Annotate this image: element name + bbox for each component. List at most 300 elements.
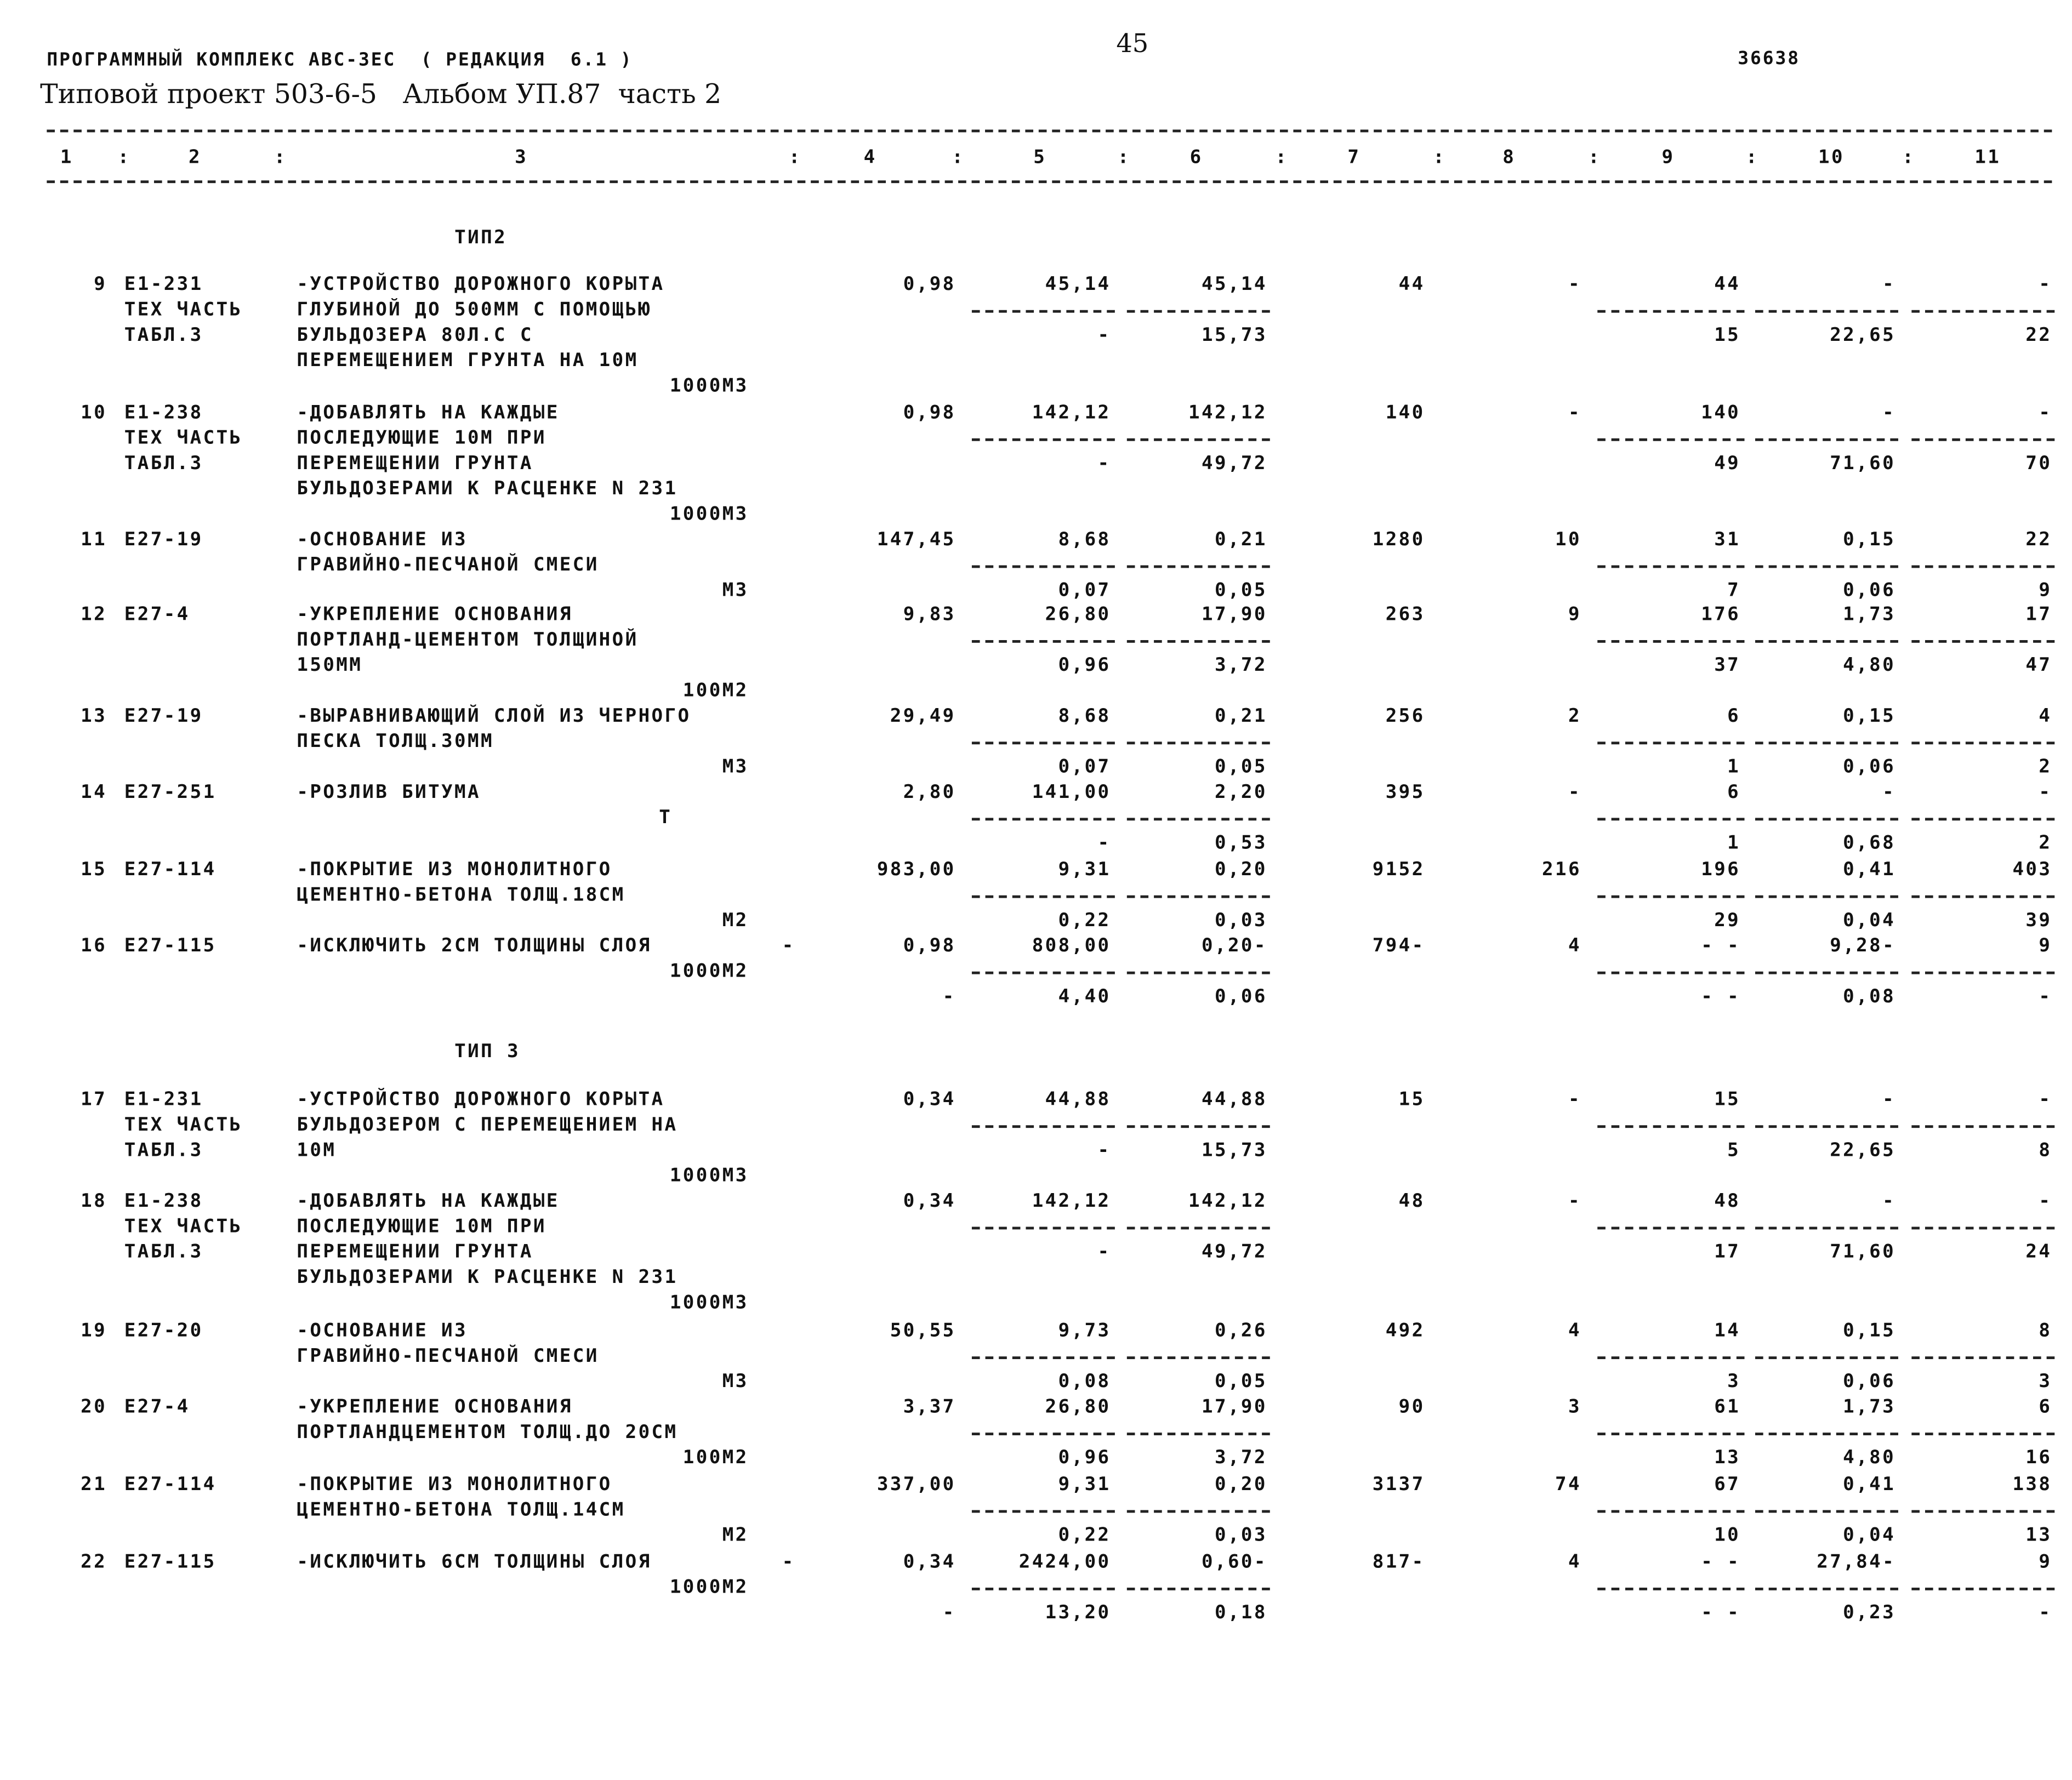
dash-separator [972,895,1115,898]
cell-c5: 142,12 [1032,402,1111,424]
cell-c6: 0,20 [1214,1474,1267,1496]
cell-c11-second: - [2039,1602,2052,1624]
dash-separator [1755,1356,1898,1359]
cell-c8: - [1568,781,1581,803]
project-title: Типовой проект 503-6-5 Альбом УП.87 часть 2 [40,77,722,110]
cell-c6: 0,21 [1214,705,1267,727]
cell-c11: 6 [2039,1396,2052,1418]
dash-separator [1755,895,1898,898]
cell-c9-second: 1 [1727,756,1741,778]
dash-separator [1911,895,2054,898]
cell-c10-second: 0,04 [1843,910,1896,932]
dash-separator [1597,1356,1744,1359]
cell-c10-second: 0,23 [1843,1602,1896,1624]
dash-separator [1911,741,2054,744]
cell-c7: 3137 [1372,1474,1425,1496]
cell-c10: 0,41 [1843,859,1896,881]
dash-separator [972,818,1115,820]
cell-c10-second: 4,80 [1843,1447,1896,1469]
cell-c5: 26,80 [1045,1396,1111,1418]
cell-c4: 3,37 [903,1396,956,1418]
column-separator: : [1117,147,1131,169]
row-number: 10 [81,402,107,424]
column-number: 9 [1661,147,1675,169]
cell-c10-second: 71,60 [1830,453,1896,475]
work-description: ПЕРЕМЕЩЕНИЕМ ГРУНТА НА 10М [297,350,639,372]
dash-separator [972,1125,1115,1128]
cell-c6: 0,60- [1202,1551,1267,1573]
cell-c11: 17 [2025,604,2052,626]
norm-code: Е1-231 [124,1089,203,1111]
cell-c5-second: 4,40 [1058,986,1111,1008]
cell-c8: 74 [1555,1474,1581,1496]
column-number: 7 [1347,147,1361,169]
norm-code: ТЕХ ЧАСТЬ [124,427,243,449]
unit-label: М3 [722,1371,749,1393]
cell-c5-second: - [1097,832,1111,854]
work-description: ПОРТЛАНДЦЕМЕНТОМ ТОЛЩ.ДО 20СМ [297,1422,678,1444]
dash-separator [1597,1588,1744,1590]
cell-c8: - [1568,1190,1581,1212]
dash-separator [972,565,1115,568]
norm-code: ТАБЛ.3 [124,1241,203,1263]
cell-c5-second: - [1097,453,1111,475]
work-description: -РОЗЛИВ БИТУМА [297,781,481,803]
cell-c9: 14 [1714,1320,1741,1342]
dash-separator [1755,640,1898,643]
cell-c10-second: 22,65 [1830,1140,1896,1162]
cell-c9: 48 [1714,1190,1741,1212]
work-description: ПОСЛЕДУЮЩИЕ 10М ПРИ [297,1216,547,1238]
cell-c6-second: 0,03 [1214,1525,1267,1547]
dash-separator [1597,310,1744,313]
cell-c8: 4 [1568,935,1581,957]
cell-c10: 1,73 [1843,604,1896,626]
cell-c6: 0,20- [1202,935,1267,957]
cell-c4: 147,45 [876,529,956,551]
cell-c7: 140 [1385,402,1425,424]
cell-c8: 10 [1555,529,1581,551]
cell-c5: 9,73 [1058,1320,1111,1342]
cell-c4: 983,00 [876,859,956,881]
cell-c5-second: 0,08 [1058,1371,1111,1393]
cell-c7: 1280 [1372,529,1425,551]
cell-c8: - [1568,273,1581,295]
work-description: ГРАВИЙНО-ПЕСЧАНОЙ СМЕСИ [297,554,599,576]
cell-c9: 176 [1701,604,1741,626]
dash-separator [1597,640,1744,643]
column-separator: : [117,147,131,169]
cell-c9: 6 [1727,705,1741,727]
dash-separator [1755,310,1898,313]
cell-c9-second: 5 [1727,1140,1741,1162]
cell-c9-second: 3 [1727,1371,1741,1393]
cell-c7: 817- [1372,1551,1425,1573]
cell-c11-second: 24 [2025,1241,2052,1263]
cell-c9: 6 [1727,781,1741,803]
cell-c10: 0,41 [1843,1474,1896,1496]
dash-separator [1597,438,1744,441]
section-heading-type3: ТИП 3 [454,1041,521,1063]
cell-c11: - [2039,273,2052,295]
cell-c4: 2,80 [903,781,956,803]
column-separator: : [788,147,802,169]
negative-sign: - [782,935,795,957]
unit-label: М2 [722,1525,749,1547]
cell-c9: - - [1701,935,1741,957]
cell-c4: 0,34 [903,1551,956,1573]
cell-c7: 44 [1398,273,1425,295]
cell-c5: 2424,00 [1018,1551,1111,1573]
column-number: 6 [1189,147,1203,169]
row-number: 12 [81,604,107,626]
dash-separator [1127,818,1270,820]
dash-separator [1597,1125,1744,1128]
cell-c11: - [2039,1089,2052,1111]
row-number: 14 [81,781,107,803]
cell-c9-second: 49 [1714,453,1741,475]
dash-separator [1597,972,1744,974]
cell-c9-second: - - [1701,1602,1741,1624]
cell-c10-second: 22,65 [1830,324,1896,346]
norm-code: Е27-4 [124,1396,190,1418]
cell-c8: 4 [1568,1551,1581,1573]
document-code: 36638 [1738,48,1801,70]
cell-c11-second: - [2039,986,2052,1008]
dash-separator [1597,565,1744,568]
dash-separator [1755,1510,1898,1513]
dash-separator [1911,640,2054,643]
cell-c5-second: - [1097,1140,1111,1162]
work-description: ПЕРЕМЕЩЕНИИ ГРУНТА [297,453,533,475]
cell-c6: 0,21 [1214,529,1267,551]
cell-c9-second: 13 [1714,1447,1741,1469]
column-separator: : [1433,147,1447,169]
dash-separator [1597,895,1744,898]
cell-c11: 8 [2039,1320,2052,1342]
cell-c9: - - [1701,1551,1741,1573]
norm-code: ТАБЛ.3 [124,1140,203,1162]
cell-c11: 138 [2012,1474,2052,1496]
cell-c10: - [1882,1089,1896,1111]
dash-separator [1911,1227,2054,1230]
dash-separator [1911,1588,2054,1590]
cell-c6-second: 49,72 [1202,1241,1267,1263]
work-description: -ИСКЛЮЧИТЬ 2СМ ТОЛЩИНЫ СЛОЯ [297,935,652,957]
cell-c6-second: 0,05 [1214,580,1267,602]
program-header: ПРОГРАММНЫЙ КОМПЛЕКС АВС-3ЕС ( РЕДАКЦИЯ 6.1 ) [47,49,633,71]
row-number: 22 [81,1551,107,1573]
row-number: 11 [81,529,107,551]
negative-sign: - [782,1551,795,1573]
unit-label: 100М2 [682,680,749,702]
work-description: -ОСНОВАНИЕ ИЗ [297,1320,468,1342]
cell-c4: 0,34 [903,1089,956,1111]
unit-label: 1000М3 [669,1165,749,1187]
cell-c5-second: 0,96 [1058,654,1111,676]
row-number: 21 [81,1474,107,1496]
header-rule-top [47,130,2052,133]
cell-c10-second: 71,60 [1830,1241,1896,1263]
unit-label: М3 [722,580,749,602]
cell-c10: 27,84- [1817,1551,1896,1573]
cell-c10-second: 0,68 [1843,832,1896,854]
dash-separator [972,1510,1115,1513]
cell-c8: 4 [1568,1320,1581,1342]
dash-separator [1911,438,2054,441]
dash-separator [972,438,1115,441]
work-description: ГЛУБИНОЙ ДО 500ММ С ПОМОЩЬЮ [297,299,652,321]
unit-label: Т [659,807,673,829]
cell-c11-second: 16 [2025,1447,2052,1469]
norm-code: ТЕХ ЧАСТЬ [124,1114,243,1136]
work-description: -ДОБАВЛЯТЬ НА КАЖДЫЕ [297,402,560,424]
cell-c6: 142,12 [1188,1190,1267,1212]
header-rule-bottom [47,180,2052,183]
cell-c4: 0,98 [903,273,956,295]
work-description: ГРАВИЙНО-ПЕСЧАНОЙ СМЕСИ [297,1345,599,1367]
cell-c4: 0,98 [903,402,956,424]
column-number: 3 [515,147,528,169]
dash-separator [1911,565,2054,568]
cell-c9-second: - - [1701,986,1741,1008]
cell-c5-second: 13,20 [1045,1602,1111,1624]
unit-label: М2 [722,910,749,932]
norm-code: Е27-115 [124,935,217,957]
cell-c8: 2 [1568,705,1581,727]
dash-separator [1911,972,2054,974]
cell-c5: 44,88 [1045,1089,1111,1111]
unit-label: 1000М3 [669,375,749,397]
page-number: 45 [1116,29,1149,59]
dash-separator [972,1588,1115,1590]
unit-label: 1000М3 [669,1292,749,1314]
cell-c6-second: 15,73 [1202,1140,1267,1162]
cell-c10-second: 0,06 [1843,1371,1896,1393]
unit-label: 100М2 [682,1447,749,1469]
unit-label: 1000М2 [669,961,749,983]
work-description: -ПОКРЫТИЕ ИЗ МОНОЛИТНОГО [297,859,612,881]
dash-separator [1755,818,1898,820]
cell-c6: 17,90 [1202,604,1267,626]
dash-separator [1755,1227,1898,1230]
cell-c9-second: 10 [1714,1525,1741,1547]
norm-code: Е27-115 [124,1551,217,1573]
work-description: -ОСНОВАНИЕ ИЗ [297,529,468,551]
work-description: БУЛЬДОЗЕРАМИ К РАСЦЕНКЕ N 231 [297,1266,678,1288]
cell-c9-second: 7 [1727,580,1741,602]
dash-separator [1597,818,1744,820]
column-number: 10 [1818,147,1845,169]
cell-c7: 263 [1385,604,1425,626]
dash-separator [1127,1356,1270,1359]
cell-c4-second: - [942,1602,956,1624]
cell-c8: - [1568,402,1581,424]
dash-separator [972,1433,1115,1435]
cell-c11: - [2039,1190,2052,1212]
row-number: 13 [81,705,107,727]
cell-c7: 90 [1398,1396,1425,1418]
cell-c9: 31 [1714,529,1741,551]
cell-c4: 50,55 [890,1320,956,1342]
norm-code: Е27-114 [124,859,217,881]
cell-c9-second: 29 [1714,910,1741,932]
norm-code: ТАБЛ.3 [124,453,203,475]
cell-c6-second: 0,03 [1214,910,1267,932]
row-number: 20 [81,1396,107,1418]
cell-c4: 0,34 [903,1190,956,1212]
work-description: 150ММ [297,654,363,676]
cell-c10: 9,28- [1830,935,1896,957]
column-number: 5 [1033,147,1047,169]
norm-code: Е27-19 [124,529,203,551]
column-separator: : [1745,147,1759,169]
work-description: ПЕРЕМЕЩЕНИИ ГРУНТА [297,1241,533,1263]
work-description: -УСТРОЙСТВО ДОРОЖНОГО КОРЫТА [297,1089,665,1111]
cell-c11-second: 8 [2039,1140,2052,1162]
cell-c4: 0,98 [903,935,956,957]
dash-separator [1911,310,2054,313]
work-description: ПОСЛЕДУЮЩИЕ 10М ПРИ [297,427,547,449]
cell-c5: 8,68 [1058,529,1111,551]
cell-c8: - [1568,1089,1581,1111]
dash-separator [1597,741,1744,744]
column-number: 8 [1502,147,1516,169]
norm-code: Е27-20 [124,1320,203,1342]
cell-c11-second: 3 [2039,1371,2052,1393]
dash-separator [972,640,1115,643]
column-separator: : [274,147,287,169]
dash-separator [1127,972,1270,974]
row-number: 19 [81,1320,107,1342]
dash-separator [972,1227,1115,1230]
dash-separator [972,1356,1115,1359]
cell-c6: 45,14 [1202,273,1267,295]
norm-code: Е1-231 [124,273,203,295]
cell-c6-second: 15,73 [1202,324,1267,346]
cell-c7: 794- [1372,935,1425,957]
cell-c8: 3 [1568,1396,1581,1418]
dash-separator [1755,972,1898,974]
work-description: -УСТРОЙСТВО ДОРОЖНОГО КОРЫТА [297,273,665,295]
work-description: ПОРТЛАНД-ЦЕМЕНТОМ ТОЛЩИНОЙ [297,629,639,651]
cell-c11-second: 13 [2025,1525,2052,1547]
cell-c5: 141,00 [1032,781,1111,803]
column-separator: : [1902,147,1916,169]
cell-c11-second: 70 [2025,453,2052,475]
cell-c6-second: 49,72 [1202,453,1267,475]
column-number: 11 [1974,147,2001,169]
cell-c8: 9 [1568,604,1581,626]
row-number: 18 [81,1190,107,1212]
cell-c11: 9 [2039,1551,2052,1573]
cell-c5: 9,31 [1058,1474,1111,1496]
cell-c10: - [1882,781,1896,803]
cell-c4: 337,00 [876,1474,956,1496]
cell-c6-second: 3,72 [1214,654,1267,676]
dash-separator [1755,438,1898,441]
dash-separator [1127,565,1270,568]
cell-c9: 44 [1714,273,1741,295]
work-description: -УКРЕПЛЕНИЕ ОСНОВАНИЯ [297,1396,573,1418]
cell-c10: 0,15 [1843,1320,1896,1342]
row-number: 17 [81,1089,107,1111]
cell-c5: 9,31 [1058,859,1111,881]
cell-c9: 67 [1714,1474,1741,1496]
norm-code: ТАБЛ.3 [124,324,203,346]
cell-c5-second: 0,07 [1058,580,1111,602]
work-description: ЦЕМЕНТНО-БЕТОНА ТОЛЩ.14СМ [297,1499,625,1521]
cell-c11-second: 47 [2025,654,2052,676]
dash-separator [1755,1588,1898,1590]
cell-c11: - [2039,781,2052,803]
cell-c11: - [2039,402,2052,424]
cell-c9-second: 1 [1727,832,1741,854]
cell-c6-second: 0,05 [1214,756,1267,778]
work-description: -УКРЕПЛЕНИЕ ОСНОВАНИЯ [297,604,573,626]
cell-c7: 48 [1398,1190,1425,1212]
dash-separator [1127,741,1270,744]
cell-c9: 61 [1714,1396,1741,1418]
unit-label: 1000М3 [669,504,749,526]
cell-c7: 395 [1385,781,1425,803]
dash-separator [1127,1510,1270,1513]
dash-separator [1127,1125,1270,1128]
cell-c9: 196 [1701,859,1741,881]
dash-separator [972,741,1115,744]
column-separator: : [1588,147,1602,169]
cell-c5-second: 0,22 [1058,1525,1111,1547]
cell-c11: 9 [2039,935,2052,957]
cell-c11-second: 9 [2039,580,2052,602]
dash-separator [972,310,1115,313]
cell-c10-second: 0,06 [1843,756,1896,778]
dash-separator [1597,1510,1744,1513]
cell-c6: 0,20 [1214,859,1267,881]
work-description: -ИСКЛЮЧИТЬ 6СМ ТОЛЩИНЫ СЛОЯ [297,1551,652,1573]
cell-c6-second: 0,53 [1214,832,1267,854]
cell-c7: 9152 [1372,859,1425,881]
row-number: 9 [94,273,107,295]
column-separator: : [952,147,965,169]
cell-c9: 140 [1701,402,1741,424]
dash-separator [1127,640,1270,643]
cell-c10-second: 0,04 [1843,1525,1896,1547]
cell-c11-second: 22 [2025,324,2052,346]
dash-separator [1911,1433,2054,1435]
norm-code: Е27-251 [124,781,217,803]
cell-c10: - [1882,402,1896,424]
work-description: -ПОКРЫТИЕ ИЗ МОНОЛИТНОГО [297,1474,612,1496]
dash-separator [1755,1125,1898,1128]
dash-separator [972,972,1115,974]
cell-c6: 17,90 [1202,1396,1267,1418]
dash-separator [1597,1227,1744,1230]
cell-c6-second: 0,06 [1214,986,1267,1008]
cell-c4: 9,83 [903,604,956,626]
cell-c5: 45,14 [1045,273,1111,295]
dash-separator [1597,1433,1744,1435]
cell-c5-second: 0,22 [1058,910,1111,932]
cell-c10: - [1882,273,1896,295]
cell-c11-second: 2 [2039,832,2052,854]
cell-c5: 808,00 [1032,935,1111,957]
dash-separator [1755,1433,1898,1435]
cell-c10-second: 0,08 [1843,986,1896,1008]
norm-code: Е27-4 [124,604,190,626]
norm-code: ТЕХ ЧАСТЬ [124,1216,243,1238]
dash-separator [1127,1227,1270,1230]
